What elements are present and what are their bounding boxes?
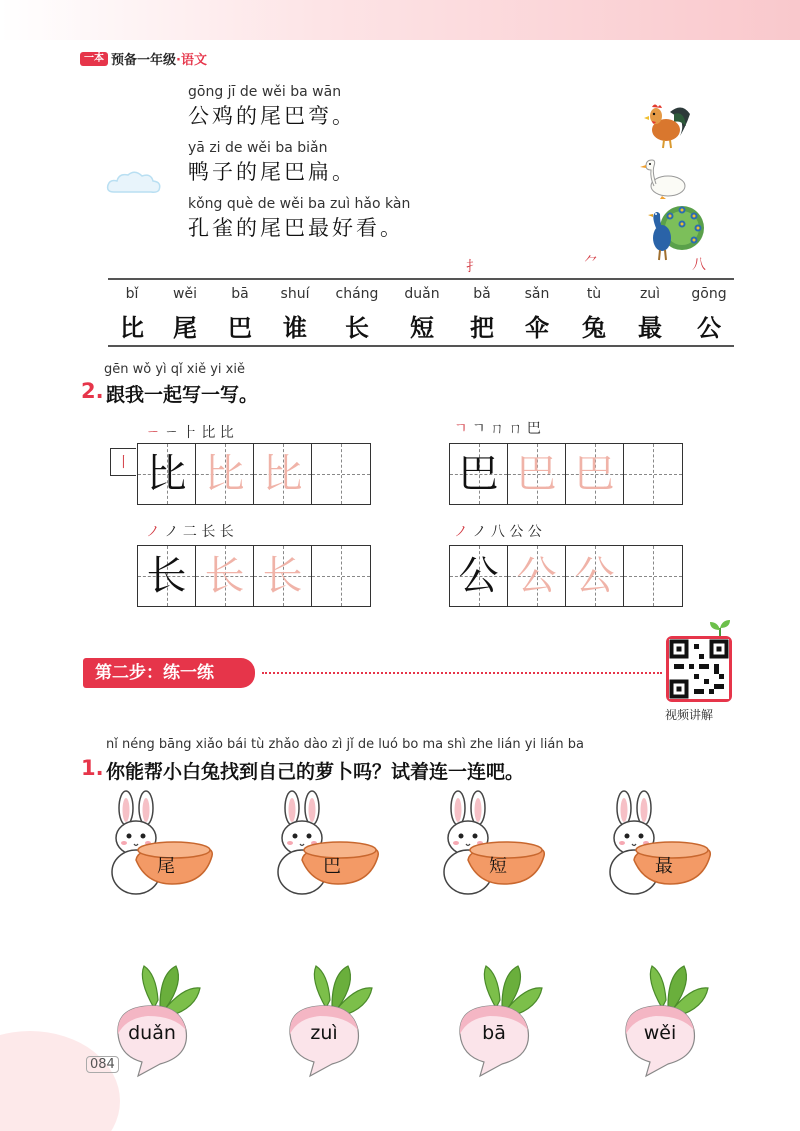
radish-pinyin: wěi xyxy=(643,1022,677,1044)
writing-grid-ba xyxy=(449,443,683,505)
grid-cell[interactable] xyxy=(624,444,682,504)
new-char xyxy=(109,286,155,343)
qr-pattern-icon xyxy=(669,639,729,699)
stroke-hint-bao: ⺈ xyxy=(584,255,598,271)
radish-2[interactable] xyxy=(276,960,386,1080)
poem-text: 公鸡的尾巴弯。 xyxy=(188,104,356,128)
radish-pinyin: zuì xyxy=(310,1022,338,1044)
divider-bottom xyxy=(108,345,734,347)
poem-line-3 xyxy=(188,196,410,242)
grid-cell xyxy=(138,546,196,606)
book-title-dot: · xyxy=(176,53,181,68)
radish-1[interactable] xyxy=(104,960,214,1080)
stroke-order-first: ㄱ xyxy=(454,421,468,437)
q1-instruction: 你能帮小白兔找到自己的萝卜吗？试着连一连吧。 xyxy=(106,761,525,783)
new-char xyxy=(627,286,673,343)
grid-cell xyxy=(508,444,566,504)
stroke-order-first: ㄧ xyxy=(146,425,160,441)
grid-cell xyxy=(508,546,566,606)
new-char-pinyin: bǎ xyxy=(473,286,491,302)
trace-char: 公 xyxy=(516,553,557,599)
stroke-order-sequence: ㄱ ㄇ ㄇ 巴 xyxy=(471,421,541,437)
stroke-order-sequence: ㄧ ⺊ 比 比 xyxy=(164,425,234,441)
poem-line-1 xyxy=(188,84,356,130)
page-number: 084 xyxy=(86,1056,119,1073)
radish-4[interactable] xyxy=(612,960,722,1080)
new-char-pinyin: zuì xyxy=(639,286,661,302)
grid-cell[interactable] xyxy=(624,546,682,606)
new-char-hanzi: 谁 xyxy=(283,313,307,342)
poem-pinyin: kǒng què de wěi ba zuì hǎo kàn xyxy=(188,196,411,212)
new-char xyxy=(459,286,505,343)
divider-top xyxy=(108,278,734,280)
book-title-grade: 预备一年级 xyxy=(111,53,177,68)
poem-line-2 xyxy=(188,140,356,186)
cloud-icon xyxy=(106,170,162,196)
series-badge: 一本 xyxy=(80,52,108,66)
writing-grid-chang xyxy=(137,545,371,607)
grid-cell[interactable] xyxy=(312,444,370,504)
trace-char: 巴 xyxy=(516,451,557,497)
q2-number: 2. xyxy=(81,379,104,403)
new-char-pinyin: bā xyxy=(231,286,249,302)
new-char-hanzi: 巴 xyxy=(228,313,252,342)
grid-cell xyxy=(196,546,254,606)
section-dotted-line xyxy=(262,672,662,674)
grid-cell xyxy=(196,444,254,504)
book-title xyxy=(111,49,207,68)
new-char-pinyin: shuí xyxy=(280,286,310,302)
poem-text: 鸭子的尾巴扁。 xyxy=(188,160,356,184)
new-char-hanzi: 兔 xyxy=(582,313,606,342)
basket-char: 巴 xyxy=(323,856,341,877)
grid-cell xyxy=(450,546,508,606)
radish-pinyin: duǎn xyxy=(128,1022,176,1044)
trace-char: 长 xyxy=(262,553,303,599)
peacock-icon xyxy=(640,202,706,262)
radish-pinyin: bā xyxy=(482,1022,506,1044)
basket-char: 短 xyxy=(489,856,507,877)
new-char-pinyin: cháng xyxy=(335,286,379,302)
trace-char: 比 xyxy=(262,451,303,497)
corner-decoration xyxy=(0,1031,120,1131)
new-char-hanzi: 最 xyxy=(638,313,662,342)
trace-char: 巴 xyxy=(574,451,615,497)
poem-pinyin: gōng jī de wěi ba wān xyxy=(188,84,342,100)
stroke-order xyxy=(454,521,542,541)
stroke-order-sequence: ノ 八 公 公 xyxy=(472,524,542,540)
trace-char: 公 xyxy=(574,553,615,599)
duck-icon xyxy=(640,156,690,200)
q1-pinyin: nǐ néng bāng xiǎo bái tù zhǎo dào zì jǐ de luó bo ma shì zhe lián yi lián ba xyxy=(106,737,584,752)
new-char-pinyin: tù xyxy=(586,286,602,302)
trace-char: 比 xyxy=(204,451,245,497)
new-char xyxy=(272,286,318,343)
grid-cell xyxy=(566,444,624,504)
qr-label: 视频讲解 xyxy=(665,708,714,722)
new-char xyxy=(514,286,560,343)
new-char-hanzi: 长 xyxy=(345,313,369,342)
stroke-hint-hand: 扌 xyxy=(466,259,480,275)
new-char xyxy=(162,286,208,343)
model-char: 长 xyxy=(146,553,187,599)
side-stroke-box: 丨 xyxy=(110,448,136,476)
stroke-order xyxy=(146,422,234,442)
new-char xyxy=(217,286,263,343)
rabbit-basket-4[interactable] xyxy=(600,790,720,900)
grid-cell xyxy=(566,546,624,606)
stroke-order-first: ノ xyxy=(146,524,160,540)
poem-pinyin: yā zi de wěi ba biǎn xyxy=(188,140,328,156)
rabbit-basket-1[interactable] xyxy=(102,790,222,900)
grid-cell xyxy=(138,444,196,504)
basket-char: 尾 xyxy=(157,856,175,877)
new-char xyxy=(686,286,732,343)
rabbit-basket-3[interactable] xyxy=(434,790,554,900)
basket-char: 最 xyxy=(655,856,673,877)
new-char-hanzi: 伞 xyxy=(525,313,549,342)
section-tag-step2: 第二步：练一练 xyxy=(83,658,255,688)
q1-number: 1. xyxy=(81,756,104,780)
new-char-pinyin: bǐ xyxy=(125,286,139,302)
stroke-order-sequence: ノ 二 长 长 xyxy=(164,524,234,540)
trace-char: 长 xyxy=(204,553,245,599)
stroke-order xyxy=(454,418,541,438)
grid-cell xyxy=(450,444,508,504)
grid-cell[interactable] xyxy=(312,546,370,606)
rooster-icon xyxy=(640,100,692,150)
top-banner xyxy=(0,0,800,40)
stroke-order xyxy=(146,521,234,541)
q2-pinyin: gēn wǒ yì qǐ xiě yi xiě xyxy=(104,362,245,377)
poem-text: 孔雀的尾巴最好看。 xyxy=(188,216,404,240)
model-char: 比 xyxy=(146,451,187,497)
new-char xyxy=(571,286,617,343)
radish-3[interactable] xyxy=(446,960,556,1080)
book-title-subject: 语文 xyxy=(180,53,207,68)
new-char-pinyin: sǎn xyxy=(524,286,550,302)
writing-grid-gong xyxy=(449,545,683,607)
grid-cell xyxy=(254,546,312,606)
rabbit-basket-2[interactable] xyxy=(268,790,388,900)
qr-code[interactable] xyxy=(666,636,732,702)
stroke-order-first: ノ xyxy=(454,524,468,540)
new-char-pinyin: wěi xyxy=(173,286,197,302)
new-char-pinyin: gōng xyxy=(691,286,727,302)
stroke-hint-ba: 八 xyxy=(692,257,706,273)
new-char-hanzi: 比 xyxy=(120,313,144,342)
new-char xyxy=(399,286,445,343)
model-char: 巴 xyxy=(458,451,499,497)
new-char xyxy=(334,286,380,343)
new-char-hanzi: 把 xyxy=(470,313,494,342)
new-char-pinyin: duǎn xyxy=(404,286,440,302)
new-char-hanzi: 公 xyxy=(697,313,721,342)
new-char-hanzi: 短 xyxy=(410,313,434,342)
q2-instruction: 跟我一起写一写。 xyxy=(106,384,259,406)
writing-grid-bi xyxy=(137,443,371,505)
model-char: 公 xyxy=(458,553,499,599)
grid-cell xyxy=(254,444,312,504)
new-char-hanzi: 尾 xyxy=(173,313,197,342)
